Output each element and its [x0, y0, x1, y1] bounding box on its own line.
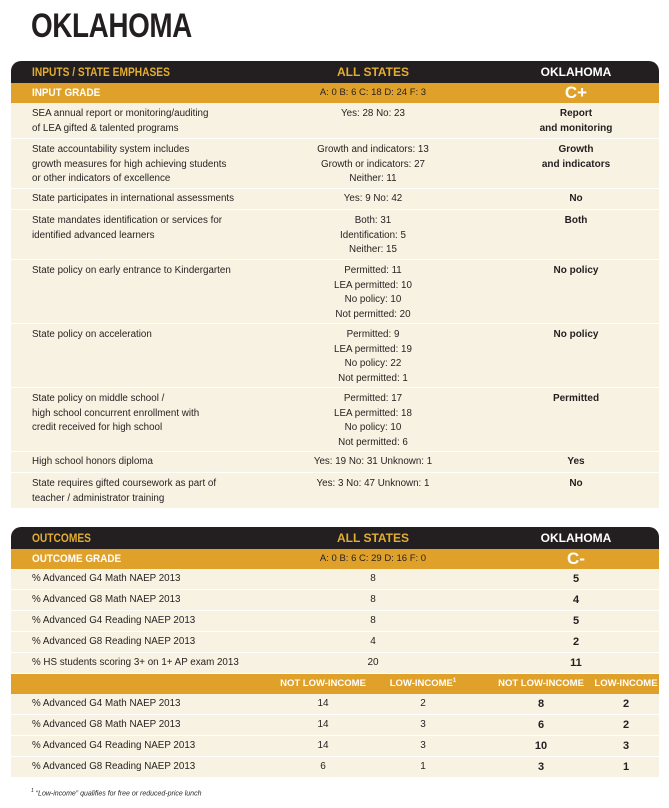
- footnote-marker: 1: [452, 677, 457, 684]
- row-all-states: 8: [370, 594, 376, 605]
- row-label: High school honors diploma: [32, 456, 153, 467]
- table-row: [11, 694, 659, 715]
- row-state-value: Permitted: [552, 393, 600, 404]
- row-label: State policy on acceleration: [32, 329, 152, 340]
- row-label: % Advanced G4 Math NAEP 2013: [32, 698, 181, 709]
- row-label: % Advanced G4 Math NAEP 2013: [32, 573, 181, 584]
- input-grade-distribution: A: 0 B: 6 C: 18 D: 24 F: 3: [319, 87, 427, 98]
- all-low-value: 3: [420, 740, 426, 751]
- all-not-low-value: 14: [317, 719, 329, 730]
- page-title: OKLAHOMA: [31, 7, 192, 45]
- outcomes-header-row: [11, 527, 659, 549]
- inputs-header-all-states: ALL STATES: [337, 65, 409, 79]
- table-row: [11, 632, 659, 653]
- row-all-states: 8: [370, 573, 376, 584]
- all-low-value: 3: [420, 719, 426, 730]
- all-not-low-value: 6: [320, 761, 326, 772]
- input-grade-value: C+: [564, 83, 588, 102]
- row-state-value: 11: [570, 657, 582, 669]
- state-low-value: 2: [622, 698, 630, 710]
- inputs-header-state: OKLAHOMA: [540, 65, 612, 79]
- row-all-states: Yes: 19 No: 31 Unknown: 1: [313, 456, 433, 467]
- footnote-text: “Low-income” qualifies for free or reduced-price lunch: [33, 790, 202, 798]
- row-all-states: Growth and indicators: 13 Growth or indicators: 27 Neither: 11: [317, 144, 429, 184]
- row-label: % HS students scoring 3+ on 1+ AP exam 2013: [32, 657, 239, 668]
- row-label: State policy on middle school / high school concurrent enrollment with credit received for high school: [32, 393, 200, 433]
- row-all-states: Permitted: 11 LEA permitted: 10 No policy: 10 Not permitted: 20: [334, 265, 412, 320]
- inputs-table: [11, 61, 659, 509]
- all-low-value: 2: [420, 698, 426, 709]
- row-state-value: No: [569, 193, 583, 204]
- input-grade-row: [11, 83, 659, 103]
- all-not-low-value: 14: [317, 740, 329, 751]
- outcomes-header-state: OKLAHOMA: [540, 531, 612, 545]
- table-row: [11, 324, 659, 388]
- row-state-value: Both: [564, 215, 588, 226]
- inputs-header-row: [11, 61, 659, 83]
- row-label: State participates in international assessments: [32, 193, 235, 204]
- table-row: [11, 139, 659, 189]
- row-state-value: 2: [572, 636, 580, 648]
- income-header-all-low: [373, 674, 473, 694]
- row-all-states: Permitted: 9 LEA permitted: 19 No policy: 22 Not permitted: 1: [334, 329, 412, 384]
- income-header-all-low-text: LOW-INCOME: [389, 678, 453, 689]
- state-not-low-value: 3: [537, 761, 545, 773]
- outcome-grade-row: [11, 549, 659, 569]
- table-row: [11, 715, 659, 736]
- state-low-value: 1: [622, 761, 630, 773]
- footnote: [31, 788, 201, 797]
- state-low-value: 3: [622, 740, 630, 752]
- table-row: [11, 569, 659, 590]
- state-not-low-value: 6: [537, 719, 545, 731]
- row-all-states: Permitted: 17 LEA permitted: 18 No policy: 10 Not permitted: 6: [334, 393, 412, 448]
- row-label: % Advanced G8 Math NAEP 2013: [32, 594, 181, 605]
- footnote-number: 1: [31, 788, 34, 794]
- outcomes-table: [11, 527, 659, 778]
- table-row: [11, 260, 659, 324]
- row-all-states: 4: [370, 636, 376, 647]
- income-header-state-not-low: NOT LOW-INCOME: [498, 678, 584, 689]
- row-all-states: Yes: 9 No: 42: [343, 193, 403, 204]
- row-label: State mandates identification or services for identified advanced learners: [32, 215, 223, 241]
- all-low-value: 1: [420, 761, 426, 772]
- row-state-value: No policy: [553, 329, 599, 340]
- row-label: State policy on early entrance to Kindergarten: [32, 265, 231, 276]
- outcome-grade-distribution: A: 0 B: 6 C: 29 D: 16 F: 0: [319, 553, 427, 564]
- row-state-value: No policy: [553, 265, 599, 276]
- row-state-value: 5: [572, 615, 580, 627]
- row-all-states: Yes: 3 No: 47 Unknown: 1: [316, 478, 430, 489]
- table-row: [11, 611, 659, 632]
- row-state-value: 5: [572, 573, 580, 585]
- row-state-value: Report and monitoring: [539, 108, 613, 134]
- row-all-states: 8: [370, 615, 376, 626]
- inputs-header-label: INPUTS / STATE EMPHASES: [32, 65, 170, 79]
- outcome-grade-value: C-: [567, 549, 585, 568]
- table-row: [11, 590, 659, 611]
- row-label: % Advanced G4 Reading NAEP 2013: [32, 740, 196, 751]
- table-row: [11, 452, 659, 473]
- row-label: % Advanced G4 Reading NAEP 2013: [32, 615, 196, 626]
- row-state-value: Growth and indicators: [541, 144, 611, 170]
- table-row: [11, 653, 659, 674]
- state-low-value: 2: [622, 719, 630, 731]
- row-state-value: 4: [572, 594, 580, 606]
- outcome-grade-label: OUTCOME GRADE: [32, 553, 122, 565]
- row-label: % Advanced G8 Reading NAEP 2013: [32, 636, 196, 647]
- row-all-states: Yes: 28 No: 23: [341, 108, 405, 119]
- outcomes-header-all-states: ALL STATES: [337, 531, 409, 545]
- row-label: % Advanced G8 Reading NAEP 2013: [32, 761, 196, 772]
- row-label: SEA annual report or monitoring/auditing of LEA gifted & talented programs: [32, 108, 209, 134]
- row-all-states: 20: [367, 657, 379, 668]
- table-row: [11, 189, 659, 210]
- table-row: [11, 210, 659, 260]
- income-header-row: [11, 674, 659, 694]
- row-label: State accountability system includes growth measures for high achieving students or other indicators of excellence: [32, 144, 227, 184]
- income-header-state-low: LOW-INCOME: [594, 678, 658, 689]
- row-state-value: Yes: [567, 456, 585, 467]
- row-state-value: No: [569, 478, 583, 489]
- row-all-states: Both: 31 Identification: 5 Neither: 15: [340, 215, 406, 255]
- income-header-all-not-low: NOT LOW-INCOME: [280, 678, 366, 689]
- row-label: State requires gifted coursework as part of teacher / administrator training: [32, 478, 217, 504]
- table-row: [11, 757, 659, 778]
- table-row: [11, 736, 659, 757]
- table-row: [11, 103, 659, 139]
- outcomes-header-label: OUTCOMES: [32, 531, 91, 545]
- state-not-low-value: 8: [537, 698, 545, 710]
- state-not-low-value: 10: [534, 740, 548, 752]
- all-not-low-value: 14: [317, 698, 329, 709]
- table-row: [11, 388, 659, 452]
- input-grade-label: INPUT GRADE: [32, 87, 101, 99]
- table-row: [11, 473, 659, 509]
- row-label: % Advanced G8 Math NAEP 2013: [32, 719, 181, 730]
